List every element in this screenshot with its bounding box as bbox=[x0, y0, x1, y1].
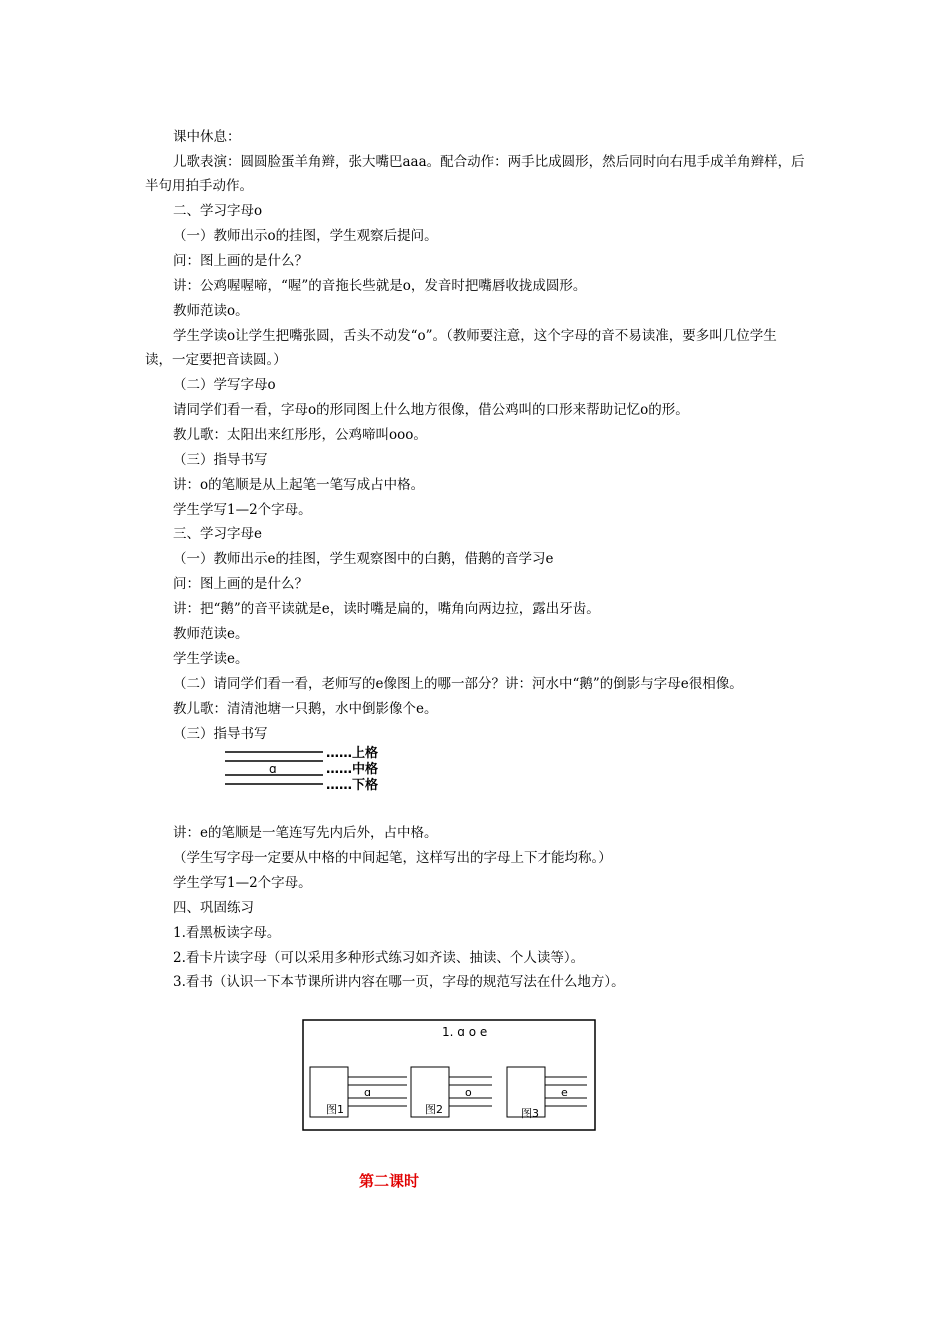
text-line: 课中休息： bbox=[173, 129, 241, 145]
text-line: 教师范读o。 bbox=[173, 303, 249, 319]
grid-letter: ɑ bbox=[269, 762, 277, 776]
text-line: 问：图上画的是什么？ bbox=[173, 253, 308, 269]
writing-grid-figure bbox=[220, 744, 395, 794]
book-figure-title: 1. ɑ o e bbox=[442, 1025, 488, 1039]
text-line: 学生学读e。 bbox=[173, 651, 249, 667]
panel-1-caption: 图1 bbox=[326, 1103, 344, 1116]
section-title-second-lesson: 第二课时 bbox=[359, 1172, 420, 1190]
text-line: （学生写字母一定要从中格的中间起笔，这样写出的字母上下才能均称。） bbox=[173, 850, 612, 866]
text-line: 讲：e的笔顺是一笔连写先内后外，占中格。 bbox=[173, 825, 438, 841]
text-line: 教儿歌：太阳出来红彤彤，公鸡啼叫ooo。 bbox=[173, 427, 427, 443]
panel-2-caption: 图2 bbox=[425, 1103, 443, 1116]
grid-label-middle: ……中格 bbox=[326, 762, 379, 777]
text-line: （三）指导书写 bbox=[173, 452, 268, 468]
section-heading: 三、学习字母e bbox=[173, 526, 262, 542]
panel-2-letter: o bbox=[465, 1086, 472, 1099]
text-line: 2.看卡片读字母（可以采用多种形式练习如齐读、抽读、个人读等）。 bbox=[173, 950, 585, 966]
text-line: （二）学写字母o bbox=[173, 377, 276, 393]
panel-1-letter: ɑ bbox=[364, 1086, 371, 1099]
text-line: （三）指导书写 bbox=[173, 726, 268, 742]
panel-3-caption: 图3 bbox=[521, 1107, 539, 1120]
section-heading: 二、学习字母o bbox=[173, 203, 263, 219]
text-line: 学生学写1—2个字母。 bbox=[173, 875, 312, 891]
text-line: 儿歌表演：圆圆脸蛋羊角辫，张大嘴巴aaa。配合动作：两手比成圆形，然后同时向右甩手成羊角辫样，后 bbox=[173, 154, 805, 170]
panel-3-letter: e bbox=[561, 1086, 568, 1099]
text-line: 问：图上画的是什么？ bbox=[173, 576, 308, 592]
text-line: 讲：把“鹅”的音平读就是e，读时嘴是扁的，嘴角向两边拉，露出牙齿。 bbox=[173, 601, 600, 617]
text-line: （一）教师出示o的挂图，学生观察后提问。 bbox=[173, 228, 438, 244]
text-line: 学生学写1—2个字母。 bbox=[173, 502, 312, 518]
text-line: 读，一定要把音读圆。） bbox=[145, 352, 287, 368]
text-line: （一）教师出示e的挂图，学生观察图中的白鹅，借鹅的音学习e bbox=[173, 551, 554, 567]
text-line: 1.看黑板读字母。 bbox=[173, 925, 281, 941]
text-line: 请同学们看一看，字母o的形同图上什么地方很像，借公鸡叫的口形来帮助记忆o的形。 bbox=[173, 402, 689, 418]
text-line: 讲：o的笔顺是从上起笔一笔写成占中格。 bbox=[173, 477, 425, 493]
text-line: （二）请同学们看一看，老师写的e像图上的哪一部分？讲：河水中“鹅”的倒影与字母e很相像。 bbox=[173, 676, 743, 692]
text-line: 半句用拍手动作。 bbox=[145, 178, 253, 194]
grid-label-upper: ……上格 bbox=[326, 746, 379, 761]
text-line: 学生学读o让学生把嘴张圆，舌头不动发“o”。（教师要注意，这个字母的音不易读准，要多叫几位学生 bbox=[173, 328, 777, 344]
section-heading: 四、巩固练习 bbox=[173, 900, 254, 916]
text-line: 教儿歌：清清池塘一只鹅，水中倒影像个e。 bbox=[173, 701, 438, 717]
book-figure bbox=[302, 1019, 598, 1133]
text-line: 3.看书（认识一下本节课所讲内容在哪一页，字母的规范写法在什么地方）。 bbox=[173, 974, 625, 990]
text-line: 教师范读e。 bbox=[173, 626, 249, 642]
text-line: 讲：公鸡喔喔啼，“喔”的音拖长些就是o，发音时把嘴唇收拢成圆形。 bbox=[173, 278, 587, 294]
grid-label-lower: ……下格 bbox=[326, 778, 379, 793]
